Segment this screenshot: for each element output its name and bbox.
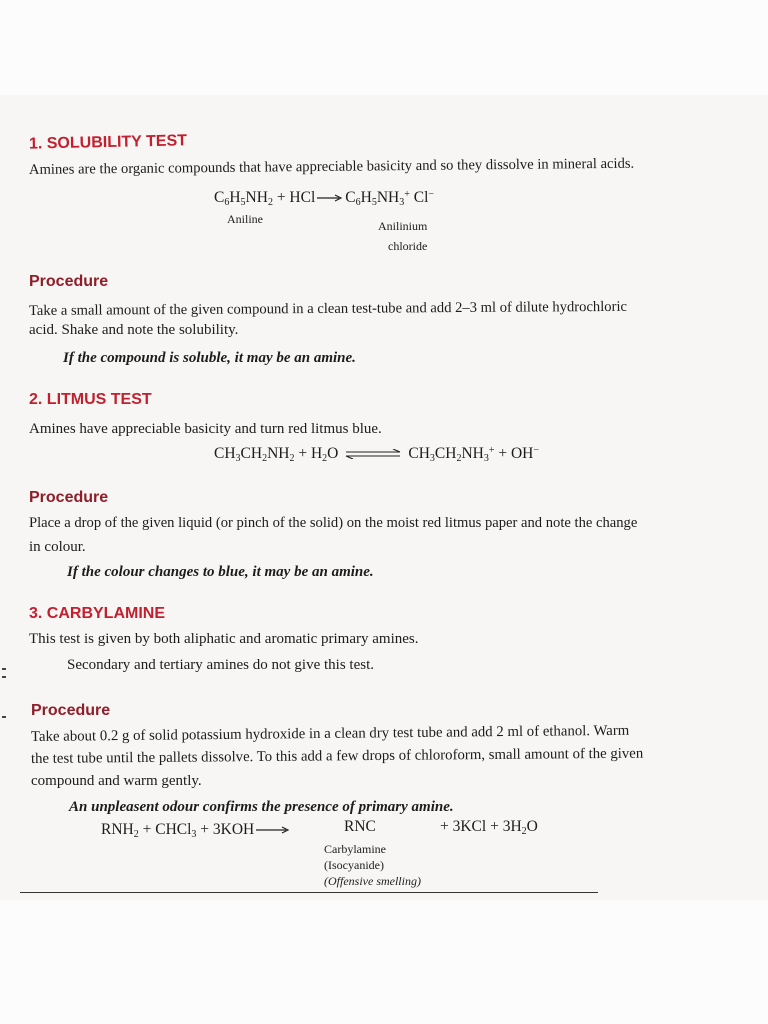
procedure-1-line-1: Take a small amount of the given compound in a clean test-tube and add 2–3 ml of dilute hydrochloric bbox=[28, 298, 628, 319]
isocyanide-label: (Isocyanide) bbox=[324, 858, 384, 872]
carbylamine-equation-left: $RNH_2$ + CHCl$_3$ + 3KOH bbox=[101, 821, 292, 840]
procedure-3-line-3: compound and warm gently. bbox=[31, 773, 202, 789]
carbylamine-intro-1: This test is given by both aliphatic and aromatic primary amines. bbox=[29, 631, 419, 647]
margin-mark bbox=[2, 676, 6, 678]
reaction-arrow-icon bbox=[256, 826, 290, 834]
procedure-3-line-1: Take about 0.2 g of solid potassium hydroxide in a clean dry test tube and add 2 ml of ethanol. Warm bbox=[30, 722, 630, 745]
equilibrium-arrow-icon bbox=[344, 449, 402, 459]
offensive-smelling-label: (Offensive smelling) bbox=[324, 874, 421, 888]
carbylamine-intro-2: Secondary and tertiary amines do not give this test. bbox=[67, 657, 375, 673]
solubility-equation bbox=[214, 189, 434, 208]
anilinium-chloride-formula: $C_6H_5NH_3^+$ Cl− bbox=[345, 189, 435, 208]
hcl-term: + HCl bbox=[272, 189, 316, 206]
aniline-label: Aniline bbox=[227, 212, 263, 226]
ethylamine-term: $CH_3CH_2NH_2 + H_2O$ bbox=[214, 445, 339, 464]
chloride-label: chloride bbox=[388, 239, 428, 253]
litmus-test-heading: 2. LITMUS TEST bbox=[29, 391, 152, 408]
carbylamine-label: Carbylamine bbox=[324, 842, 386, 856]
procedure-heading-2: Procedure bbox=[29, 489, 109, 506]
margin-mark bbox=[2, 716, 6, 718]
procedure-2-line-1: Place a drop of the given liquid (or pinch of the solid) on the moist red litmus paper and note the change bbox=[29, 515, 638, 531]
solubility-conclusion: If the compound is soluble, it may be an amine. bbox=[63, 350, 356, 366]
carbylamine-equation-right: + $3KCl + 3H_2O$ bbox=[440, 818, 538, 837]
solubility-test-heading: 1. SOLUBILITY TEST bbox=[28, 132, 188, 153]
litmus-equation bbox=[214, 445, 539, 464]
procedure-1-line-2: acid. Shake and note the solubility. bbox=[29, 322, 239, 338]
ethylammonium-term: $CH_3CH_2NH_3^+ + OH^-$ bbox=[408, 445, 540, 464]
litmus-conclusion: If the colour changes to blue, it may be an amine. bbox=[67, 564, 374, 580]
anilinium-label: Anilinium bbox=[378, 219, 428, 233]
aniline-formula: $C_6H_5NH_2$ bbox=[214, 189, 273, 208]
procedure-3-line-2: the test tube until the pallets dissolve. To this add a few drops of chloroform, small amount of the given bbox=[30, 745, 644, 767]
margin-mark bbox=[2, 668, 6, 670]
solubility-intro: Amines are the organic compounds that have appreciable basicity and so they dissolve in mineral acids. bbox=[28, 155, 635, 178]
reaction-arrow-icon bbox=[317, 194, 343, 202]
procedure-heading-1: Procedure bbox=[29, 273, 109, 290]
litmus-intro: Amines have appreciable basicity and turn red litmus blue. bbox=[29, 421, 382, 437]
bottom-rule bbox=[20, 892, 598, 893]
rnc-product: RNC bbox=[344, 818, 376, 835]
carbylamine-heading: 3. CARBYLAMINE bbox=[29, 605, 166, 622]
procedure-2-line-2: in colour. bbox=[29, 539, 86, 555]
procedure-heading-3: Procedure bbox=[31, 702, 111, 719]
carbylamine-conclusion: An unpleasent odour confirms the presence of primary amine. bbox=[69, 799, 454, 815]
